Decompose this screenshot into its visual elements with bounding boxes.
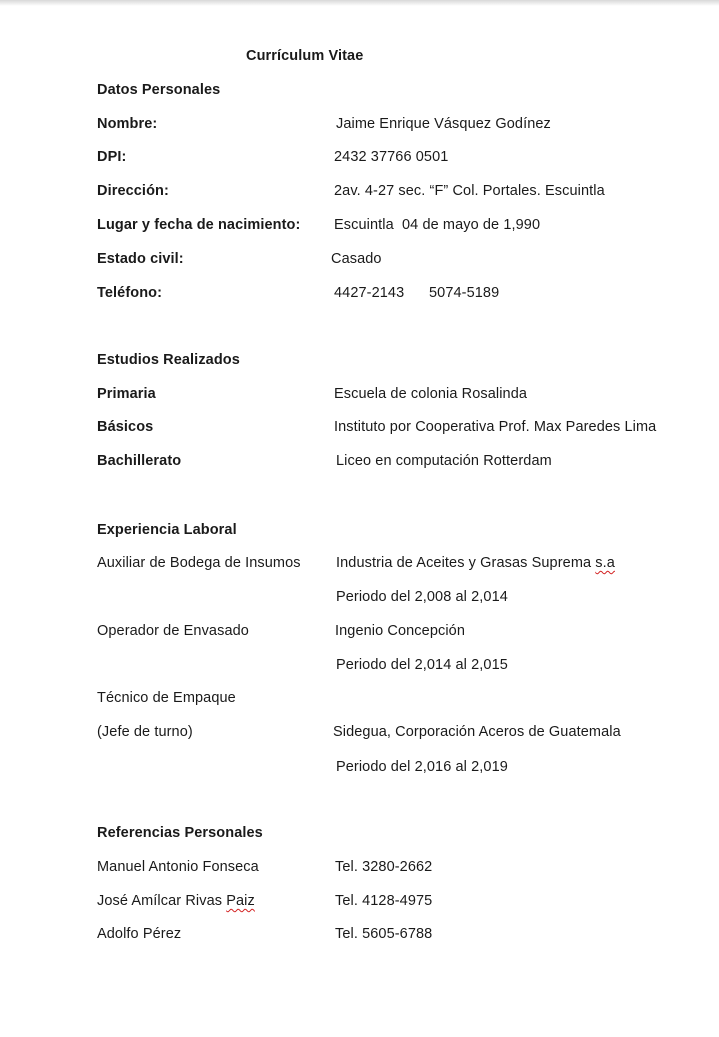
job-company-suprema-suffix: s.a [595,555,615,571]
value-telefono-1: 4427-2143 [334,285,405,301]
value-primaria: Escuela de colonia Rosalinda [334,386,528,402]
job-title-operador-envasado: Operador de Envasado [97,623,249,639]
value-estado-civil: Casado [331,251,382,267]
value-lugar-fecha-nacimiento: Escuintla 04 de mayo de 1,990 [334,217,541,233]
reference-phone-2: Tel. 4128-4975 [335,893,433,909]
label-nombre: Nombre: [97,116,158,132]
job-subtitle-jefe-turno: (Jefe de turno) [97,724,193,740]
value-nombre: Jaime Enrique Vásquez Godínez [336,116,551,132]
label-direccion: Dirección: [97,183,169,199]
section-heading-experiencia: Experiencia Laboral [97,522,237,538]
reference-name-2-main: José Amílcar Rivas [97,893,223,909]
section-heading-estudios: Estudios Realizados [97,352,240,368]
page-top-shadow [0,0,719,6]
label-estado-civil: Estado civil: [97,251,184,267]
reference-name-2 [97,892,255,910]
reference-name-2-suffix: Paiz [226,893,255,909]
value-bachillerato: Liceo en computación Rotterdam [336,453,552,469]
label-lugar-fecha-nacimiento: Lugar y fecha de nacimiento: [97,217,301,233]
value-basicos: Instituto por Cooperativa Prof. Max Paredes Lima [334,419,657,435]
job-title-tecnico-empaque: Técnico de Empaque [97,690,236,706]
job-company-suprema-name: Industria de Aceites y Grasas Suprema [336,555,592,571]
value-direccion: 2av. 4-27 sec. “F” Col. Portales. Escuintla [334,183,605,199]
section-heading-datos-personales: Datos Personales [97,82,221,98]
job-title-auxiliar-bodega: Auxiliar de Bodega de Insumos [97,555,301,571]
reference-phone-1: Tel. 3280-2662 [335,859,433,875]
reference-phone-3: Tel. 5605-6788 [335,926,433,942]
value-telefono-2: 5074-5189 [429,285,500,301]
label-basicos: Básicos [97,419,154,435]
reference-name-3: Adolfo Pérez [97,926,182,942]
document-title: Currículum Vitae [246,48,364,64]
job-company-sidegua: Sidegua, Corporación Aceros de Guatemala [333,724,621,740]
job-period-1: Periodo del 2,008 al 2,014 [336,589,508,605]
job-period-3: Periodo del 2,016 al 2,019 [336,759,508,775]
job-company-ingenio: Ingenio Concepción [335,623,465,639]
job-company-suprema [336,554,615,572]
job-period-2: Periodo del 2,014 al 2,015 [336,657,508,673]
label-bachillerato: Bachillerato [97,453,182,469]
reference-name-1: Manuel Antonio Fonseca [97,859,259,875]
label-primaria: Primaria [97,386,156,402]
section-heading-referencias: Referencias Personales [97,825,263,841]
label-dpi: DPI: [97,149,127,165]
value-dpi: 2432 37766 0501 [334,149,449,165]
label-telefono: Teléfono: [97,285,163,301]
